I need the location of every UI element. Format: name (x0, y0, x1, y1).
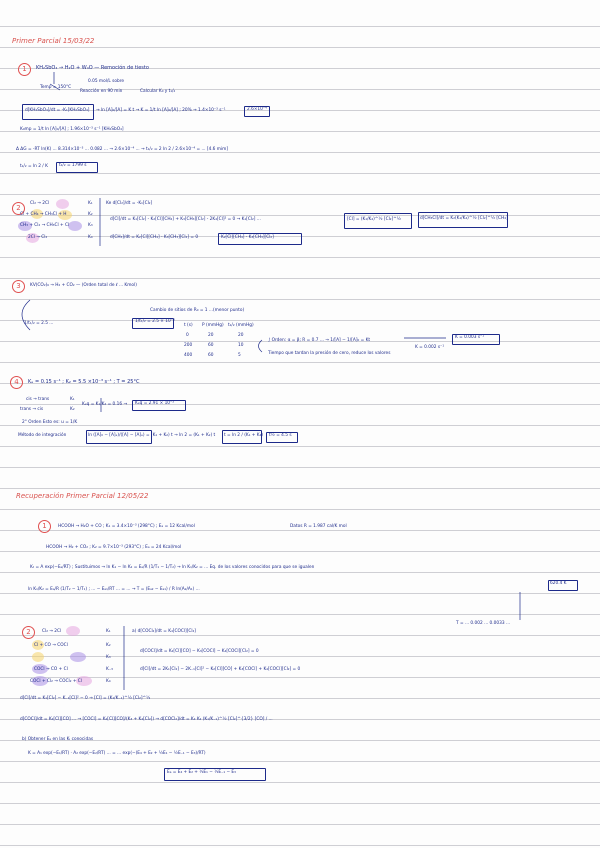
equation: d[Cl]/dt = K₁[Cl₂] − K₋₁[Cl]² − 0 → [Cl] = (K₁/K₋₁)^½ [Cl₂]^½ (20, 696, 151, 701)
rate-constant: K₂ (88, 212, 93, 217)
reaction-step: Cl + CH₄ → CH₃Cl + H (20, 212, 67, 217)
equation: d[COCl]/dt = K₂[Cl][CO] ... → [COCl] = K₂[Cl][CO]/(K₃ + K₄[Cl₂]) → d[COCl₂]/dt = K₄ K₂ (K₁/K₋₁)^½ [Cl₂]^{3/2} [CO] / ... (20, 717, 273, 722)
table-cell: 60 (208, 353, 214, 358)
note: Tiempo que tardan la presión de cero, reduce los valores (268, 351, 391, 356)
table-cell: 0 (186, 333, 189, 338)
rate-constant: K₄ (106, 679, 111, 684)
equation: ln K₁/K₂ = Eₐ/R (1/T₂ − 1/T₁) ; ... − Eₐ₁/RT ... = ... → T = (Eₐ₂ − Eₐ₁) / R ln(A₂/A₁) ... (28, 587, 200, 592)
reaction-step: CH₃ + Cl₂ → CH₃Cl + Cl (20, 223, 70, 228)
problem-number: 1 (18, 63, 31, 76)
rate-constant: K₁ (70, 397, 75, 402)
result-value: t = ln 2 / (K₁ + K₂) (224, 433, 263, 438)
table-cell: 20 (238, 333, 244, 338)
reaction-step: 2Cl → Cl₂ (28, 235, 48, 240)
note: Temp = 150°C (40, 85, 72, 90)
result-value: t₁/₂ = 1799 s (59, 163, 87, 168)
equation: Kₜ = A exp(−Eₐ/RT) ; Sustituimos → ln K₁ − ln K₂ = Eₐ/R (1/T₁ − 1/T₂) → ln K₁/K₂ = ... Eq. de los valores conocidos para que se igualen (30, 565, 315, 570)
equation: d[CH₃]/dt = K₂[Cl][CH₄] - K₃[CH₃][Cl₂] = 0 (110, 235, 199, 240)
table-header: P (mmHg) (202, 323, 224, 328)
rate-constant: K₂ (106, 643, 111, 648)
table-cell: 10 (238, 343, 244, 348)
note: Método de integración (18, 433, 67, 438)
reaction-line: HCOOH → H₂ + CO₂ ; K₂ = 9.7×10⁻³ (293°C) ; Eₐ = 24 Kcal/mol (46, 545, 182, 550)
result-value: Kₑq = 2.91 × 10⁻³ (135, 401, 175, 406)
reaction-line: KV(CO₂)₆ → H₂ + CO₂ — (Orden total de ℓ ... Kmol) (30, 283, 137, 288)
equation: Δ ΔG = -RT ln(K) ... 8.314×10⁻³ ... 0.082 ... → 2.6×10⁻⁴ ... → t₁/₂ = 2 ln 2 / 2.6×10⁻⁴ = ... [4.6 mim] (16, 147, 229, 152)
equation: d[Cl]/dt = K₁[Cl₂] - K₂[Cl][CH₄] + K₃[CH₃][Cl₂] - 2K₄[Cl]² = 0 → K₁[Cl₂] ... (110, 217, 261, 222)
reaction-line: KH₂SbO₄ → H₂O + W₄O — Remoción de tiesto (36, 65, 149, 71)
note: Cambio de sitios de R₀ = 1 ...(menor punto) (150, 308, 245, 313)
result-value: d[CH₃Cl]/dt = K₂(K₁/K₄)^½ [Cl₂]^½ [CH₄] (420, 216, 508, 221)
note: K = 0.002 s⁻¹ (415, 345, 445, 350)
equation: K₀mp = 1/t ln [A]₀/[A] ; 1.96×10⁻³ s⁻¹ [KH₂SbO₄] (20, 127, 124, 132)
equation: Ke d[Cl₂]/dt = -K₁[Cl₂] (106, 201, 153, 206)
note: Reacción en 90 min (80, 89, 123, 94)
rate-constant: K₂ (70, 407, 75, 412)
equation: d[KH₂SbO₄]/dt = -K₁[KH₂SbO₄] (25, 108, 90, 113)
note: Calcular K₀ y t₁/₂ (140, 89, 176, 94)
table-cell: 200 (184, 343, 193, 348)
rate-constant: K₁ (88, 201, 93, 206)
note: 2° Orden Esto es: u = 1/K (22, 420, 78, 425)
rate-constant: K₁ (106, 629, 111, 634)
equation: T = ... 0.002 ... 0.0033 ... (456, 621, 511, 626)
reaction-step: Cl₂ → 2Cl (42, 629, 62, 634)
equation: Kₑq = K₁/K₂ = 0.16 → (82, 402, 128, 407)
equation: a) d[COCl₂]/dt = K₄[COCl][Cl₂] (132, 629, 196, 634)
problem-number: 2 (12, 202, 25, 215)
reaction-step: trans → cis (20, 407, 44, 412)
result-value: Eₐ = E₄ + E₂ + ½E₁ − ½E₋₁ − E₃ (167, 770, 236, 775)
problem-number: 4 (10, 376, 23, 389)
result-value: 620.4 K (550, 581, 567, 586)
equation: ∫ Orden: α = β; R = 0.7 ... → 1/[A] − 1/[A]₀ = Kt (268, 338, 371, 343)
section-title: Primer Parcial 15/03/22 (12, 37, 95, 45)
data-line: Kₑ = 0.15 s⁻¹ ; K₂ = 5.5 ×10⁻³ s⁻¹ ; T = 25°C (28, 379, 140, 385)
rate-constant: K₃ (88, 223, 93, 228)
note: 1/t₁/₂ = 2.5 ... (24, 321, 54, 326)
result-value: K = 0.003 s⁻¹ (455, 335, 485, 340)
reaction-line: HCOOH → H₂O + CO ; K₁ = 3.4×10⁻³ (298°C) ; Eₐ = 12 Kcal/mol (58, 524, 195, 529)
result-value: 2.6×10⁻⁴ (247, 107, 267, 112)
reaction-step: Cl + CO → COCl (34, 643, 68, 648)
table-cell: 400 (184, 353, 193, 358)
result-value: t½ = 4.5 s (269, 433, 292, 438)
table-cell: 5 (238, 353, 241, 358)
table-cell: 60 (208, 343, 214, 348)
rate-constant: K₄ (88, 235, 93, 240)
table-header: t₁/₂ (mmHg) (228, 323, 254, 328)
equation: → ln [A]₀/[A] = K t → K = 1/t ln [A]₀/[A] ; 20% → 1.4×10⁻³ s⁻¹ (96, 108, 226, 113)
problem-number: 1 (38, 520, 51, 533)
reaction-step: cis → trans (26, 397, 50, 402)
table-cell: 20 (208, 333, 214, 338)
rate-constant: K₋₃ (106, 667, 113, 672)
equation: d[COCl]/dt = K₂[Cl][CO] − K₃[COCl] − K₄[COCl][Cl₂] = 0 (140, 649, 259, 654)
equation: K = A₁ exp(−E₁/RT) · A₂ exp(−E₂/RT) ... = ... exp(−(E₄ + E₂ + ½E₁ − ½E₋₁ − E₃)/RT) (28, 751, 206, 756)
equation: ln ([A]₀ − [A]ₑ)/([A] − [A]ₑ) = (K₁ + K₂) t → ln 2 = (K₁ + K₂) t (88, 433, 216, 438)
reaction-step: Cl₂ → 2Cl (30, 201, 50, 206)
note: 0.05 mol/L sobre (88, 79, 125, 84)
result-value: K₂[Cl][CH₄] - K₃[CH₃][Cl₂] (221, 235, 274, 240)
problem-number: 2 (22, 626, 35, 639)
result-value: [Cl] = (K₁/K₄)^½ [Cl₂]^½ (347, 217, 401, 222)
table-header: t (s) (184, 323, 193, 328)
note: b) Obtener Eₐ en las Kᵢ conocidas (22, 737, 94, 742)
reaction-step: COCl + Cl₂ → COCl₂ + Cl (30, 679, 82, 684)
problem-number: 3 (12, 280, 25, 293)
result-value: 1/t₁/₂ = 2.5 × 10⁻³ (135, 319, 175, 324)
rate-constant: K₃ (106, 655, 111, 660)
equation: d[Cl]/dt = 2K₁[Cl₂] − 2K₋₁[Cl]² − K₂[Cl][CO] + K₃[COCl] + K₄[COCl][Cl₂] = 0 (140, 667, 301, 672)
section-title: Recuperación Primer Parcial 12/05/22 (16, 492, 149, 500)
equation: t₁/₂ = ln 2 / K (20, 164, 48, 169)
reaction-step: COCl → CO + Cl (34, 667, 68, 672)
note: Datos R = 1.987 cal/K mol (290, 524, 347, 529)
